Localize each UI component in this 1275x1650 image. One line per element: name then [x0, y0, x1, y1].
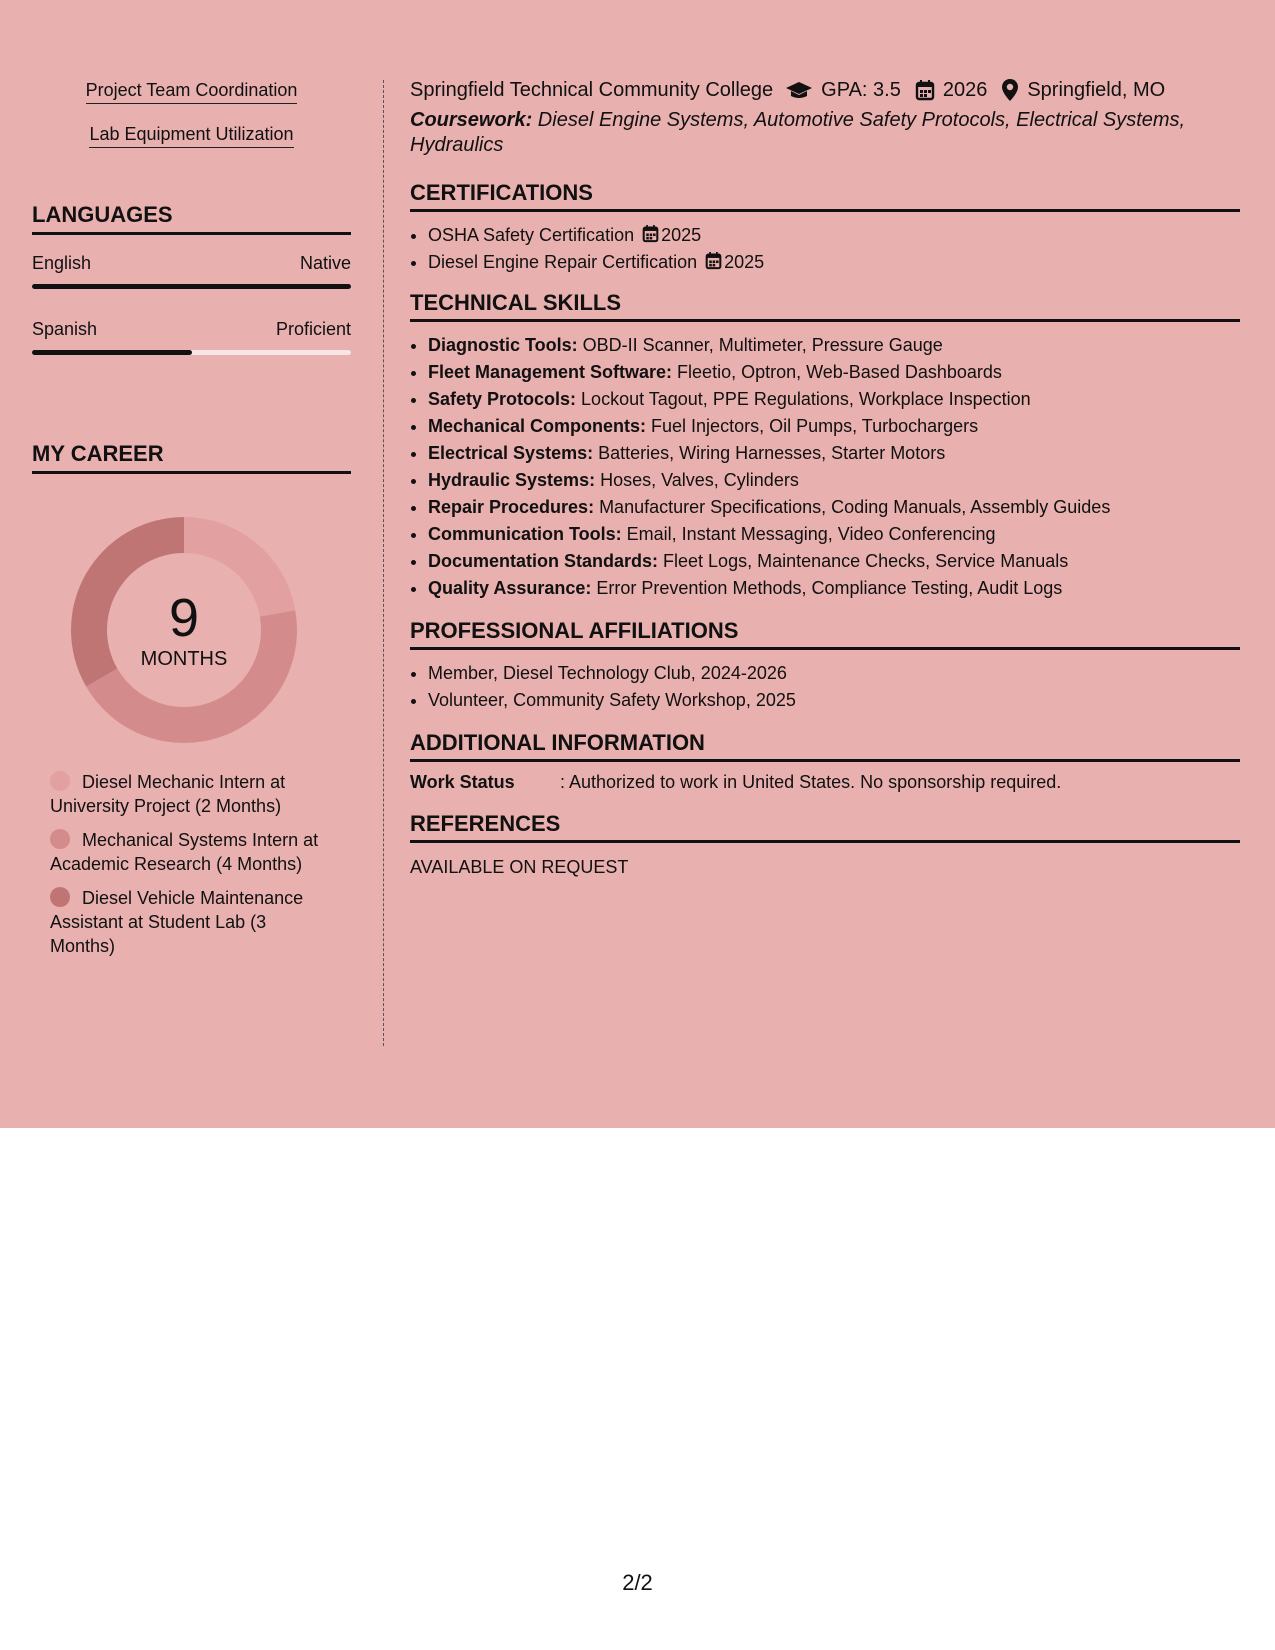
language-level: Proficient	[275, 319, 351, 339]
skill-label: Quality Assurance:	[428, 578, 592, 598]
affiliations-heading: PROFESSIONAL AFFILIATIONS	[410, 618, 1240, 650]
language-level-fill	[32, 284, 351, 289]
certifications-section	[410, 180, 1240, 276]
work-status-value: : Authorized to work in United States. No sponsorship required.	[560, 772, 1062, 792]
school-location: Springfield, MO	[1027, 78, 1166, 101]
legend-label: Mechanical Systems Intern at Academic Research (4 Months)	[50, 830, 319, 874]
legend-dot	[50, 771, 70, 791]
references-section	[410, 811, 1240, 878]
skill-value: Fuel Injectors, Oil Pumps, Turbochargers	[646, 416, 979, 436]
graduation-year: 2026	[942, 78, 988, 101]
skill-item	[428, 548, 1240, 575]
skill-item	[428, 440, 1240, 467]
skill-value: Manufacturer Specifications, Coding Manuals, Assembly Guides	[594, 497, 1111, 517]
career-heading: MY CAREER	[32, 441, 351, 474]
certification-year: 2025	[724, 252, 765, 272]
skill-item	[428, 386, 1240, 413]
skill-item	[428, 494, 1240, 521]
technical-skills-heading: TECHNICAL SKILLS	[410, 290, 1240, 322]
donut-center	[64, 510, 304, 750]
skill-label: Mechanical Components:	[428, 416, 647, 436]
skill-tag: Project Team Coordination	[86, 80, 298, 104]
legend-dot	[50, 829, 70, 849]
career-legend	[50, 770, 351, 958]
certification-item	[428, 222, 1240, 249]
additional-info-heading: ADDITIONAL INFORMATION	[410, 730, 1240, 762]
calendar-icon	[915, 79, 935, 101]
calendar-icon	[642, 224, 659, 243]
affiliations-section	[410, 618, 1240, 714]
skill-label: Electrical Systems:	[428, 443, 594, 463]
coursework-list: Diesel Engine Systems, Automotive Safety Protocols, Electrical Systems, Hydraulics	[410, 109, 1186, 156]
career-total-number: 9	[168, 587, 200, 648]
career-total-unit: MONTHS	[140, 647, 228, 670]
skill-value: Lockout Tagout, PPE Regulations, Workplace Inspection	[576, 389, 1031, 409]
languages-heading: LANGUAGES	[32, 202, 351, 235]
gpa: GPA: 3.5	[821, 78, 901, 101]
affiliation-item: • Volunteer, Community Safety Workshop, 2025	[428, 687, 1240, 714]
work-status	[410, 772, 1240, 793]
left-column	[32, 80, 351, 968]
legend-dot	[50, 887, 70, 907]
coursework-label: Coursework:	[410, 109, 533, 131]
location-pin-icon	[1001, 78, 1019, 102]
certification-name: OSHA Safety Certification	[428, 225, 635, 245]
education-line	[410, 78, 1240, 102]
language-name: Spanish	[32, 319, 98, 339]
skill-value: OBD-II Scanner, Multimeter, Pressure Gauge	[577, 335, 943, 355]
skill-value: Batteries, Wiring Harnesses, Starter Motors	[593, 443, 946, 463]
skill-item	[428, 332, 1240, 359]
column-divider	[383, 80, 384, 1046]
skill-value: Fleetio, Optron, Web-Based Dashboards	[672, 362, 1002, 382]
language-level-bar	[32, 350, 351, 355]
certifications-heading: CERTIFICATIONS	[410, 180, 1240, 212]
legend-label: Diesel Mechanic Intern at University Project (2 Months)	[50, 772, 286, 816]
skill-label: Safety Protocols:	[428, 389, 577, 409]
certification-item	[428, 249, 1240, 276]
legend-label: Diesel Vehicle Maintenance Assistant at Student Lab (3 Months)	[50, 888, 304, 956]
additional-info-section	[410, 730, 1240, 793]
career-donut-chart	[64, 510, 304, 750]
school-name: Springfield Technical Community College	[410, 78, 774, 101]
language-name: English	[32, 253, 92, 273]
references-heading: REFERENCES	[410, 811, 1240, 843]
affiliation-item: • Member, Diesel Technology Club, 2024-2026	[428, 660, 1240, 687]
graduation-cap-icon	[785, 80, 813, 100]
technical-skills-section	[410, 290, 1240, 602]
work-status-label: Work Status	[410, 772, 515, 792]
language-item	[32, 319, 351, 355]
coursework	[410, 108, 1240, 158]
skill-label: Communication Tools:	[428, 524, 622, 544]
skill-value: Error Prevention Methods, Compliance Testing, Audit Logs	[591, 578, 1063, 598]
language-level-bar	[32, 284, 351, 289]
skill-value: Fleet Logs, Maintenance Checks, Service Manuals	[658, 551, 1069, 571]
certification-year: 2025	[661, 225, 702, 245]
skill-label: Fleet Management Software:	[428, 362, 673, 382]
language-level: Native	[299, 253, 351, 273]
skill-item	[428, 359, 1240, 386]
legend-item	[50, 770, 320, 818]
language-level-fill	[32, 350, 192, 355]
skill-label: Hydraulic Systems:	[428, 470, 596, 490]
skill-value: Email, Instant Messaging, Video Conferencing	[621, 524, 996, 544]
certification-name: Diesel Engine Repair Certification	[428, 252, 698, 272]
references-text: AVAILABLE ON REQUEST	[410, 857, 629, 877]
right-column	[410, 78, 1240, 878]
skill-item	[428, 467, 1240, 494]
language-item	[32, 253, 351, 289]
skill-tag: Lab Equipment Utilization	[89, 124, 293, 148]
skill-item	[428, 521, 1240, 548]
skill-label: Documentation Standards:	[428, 551, 659, 571]
legend-item	[50, 886, 320, 958]
skill-label: Repair Procedures:	[428, 497, 595, 517]
skill-item	[428, 575, 1240, 602]
legend-item	[50, 828, 320, 876]
skill-label: Diagnostic Tools:	[428, 335, 578, 355]
calendar-icon	[705, 251, 722, 270]
page-number: 2/2	[622, 1570, 653, 1595]
skill-item	[428, 413, 1240, 440]
skill-value: Hoses, Valves, Cylinders	[595, 470, 799, 490]
